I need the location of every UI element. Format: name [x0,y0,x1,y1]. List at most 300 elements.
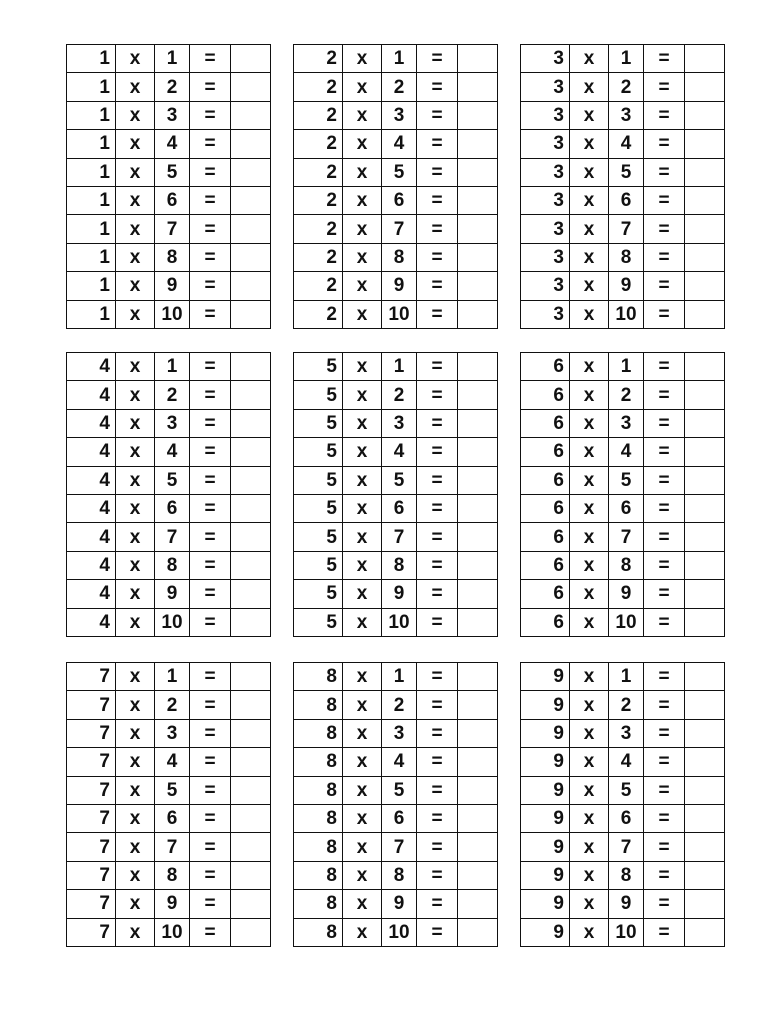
factor-cell: 7 [67,691,116,719]
answer-cell[interactable] [685,353,725,381]
equals-sign: = [644,804,685,832]
factor-cell: 9 [521,748,570,776]
times-sign: x [570,438,609,466]
table-row [294,523,498,551]
times-sign: x [570,409,609,437]
factor-cell: 4 [67,409,116,437]
equals-sign: = [417,158,458,186]
answer-cell[interactable] [231,73,271,101]
answer-cell[interactable] [458,608,498,636]
equals-sign: = [190,494,231,522]
equals-sign: = [190,523,231,551]
answer-cell[interactable] [231,186,271,214]
equals-sign: = [190,381,231,409]
answer-cell[interactable] [231,608,271,636]
equals-sign: = [190,580,231,608]
answer-cell[interactable] [685,101,725,129]
equals-sign: = [190,833,231,861]
factor-cell: 8 [294,663,343,691]
times-sign: x [116,353,155,381]
times-sign: x [343,158,382,186]
table-row [67,215,271,243]
multiplier-cell: 3 [155,719,190,747]
answer-cell[interactable] [458,353,498,381]
table-row [521,130,725,158]
answer-cell[interactable] [458,130,498,158]
table-row [67,438,271,466]
multiplier-cell: 8 [382,551,417,579]
equals-sign: = [417,353,458,381]
table-row [67,719,271,747]
factor-cell: 7 [67,833,116,861]
times-sign: x [116,748,155,776]
answer-cell[interactable] [458,466,498,494]
answer-cell[interactable] [685,861,725,889]
multiplier-cell: 4 [155,438,190,466]
answer-cell[interactable] [458,663,498,691]
answer-cell[interactable] [685,804,725,832]
multiplier-cell: 1 [609,663,644,691]
multiplier-cell: 1 [155,45,190,73]
answer-cell[interactable] [458,861,498,889]
multiplier-cell: 7 [155,523,190,551]
table-row [294,861,498,889]
multiplier-cell: 6 [609,494,644,522]
answer-cell[interactable] [231,243,271,271]
equals-sign: = [190,608,231,636]
factor-cell: 7 [67,719,116,747]
table-row [294,748,498,776]
table-row [294,608,498,636]
table-row [294,438,498,466]
table-row [521,748,725,776]
answer-cell[interactable] [458,748,498,776]
answer-cell[interactable] [685,719,725,747]
multiplier-cell: 7 [609,833,644,861]
equals-sign: = [644,523,685,551]
multiplier-cell: 4 [155,748,190,776]
factor-cell: 6 [521,608,570,636]
multiplier-cell: 9 [382,890,417,918]
answer-cell[interactable] [458,438,498,466]
table-row [521,381,725,409]
table-row [67,608,271,636]
table-row [67,466,271,494]
answer-cell[interactable] [685,691,725,719]
times-table-6 [520,352,725,637]
answer-cell[interactable] [231,748,271,776]
equals-sign: = [417,215,458,243]
equals-sign: = [417,719,458,747]
times-sign: x [343,272,382,300]
answer-cell[interactable] [685,130,725,158]
answer-cell[interactable] [231,890,271,918]
times-table-2 [293,44,498,329]
multiplier-cell: 5 [609,776,644,804]
answer-cell[interactable] [685,300,725,328]
answer-cell[interactable] [231,918,271,946]
answer-cell[interactable] [685,186,725,214]
equals-sign: = [417,272,458,300]
answer-cell[interactable] [458,523,498,551]
factor-cell: 4 [67,608,116,636]
answer-cell[interactable] [685,776,725,804]
equals-sign: = [644,551,685,579]
times-sign: x [343,130,382,158]
table-row [294,776,498,804]
answer-cell[interactable] [458,551,498,579]
factor-cell: 3 [521,300,570,328]
table-row [521,243,725,271]
factor-cell: 4 [67,523,116,551]
times-sign: x [570,890,609,918]
factor-cell: 8 [294,748,343,776]
multiplier-cell: 1 [382,45,417,73]
times-sign: x [570,523,609,551]
answer-cell[interactable] [685,243,725,271]
answer-cell[interactable] [231,804,271,832]
table-row [521,272,725,300]
answer-cell[interactable] [231,158,271,186]
multiplier-cell: 2 [155,73,190,101]
answer-cell[interactable] [458,580,498,608]
multiplier-cell: 2 [609,73,644,101]
answer-cell[interactable] [458,215,498,243]
answer-cell[interactable] [458,409,498,437]
multiplier-cell: 10 [609,918,644,946]
multiplier-cell: 8 [155,551,190,579]
factor-cell: 5 [294,438,343,466]
times-sign: x [116,776,155,804]
multiplier-cell: 2 [382,73,417,101]
answer-cell[interactable] [231,272,271,300]
factor-cell: 3 [521,158,570,186]
answer-cell[interactable] [231,833,271,861]
factor-cell: 6 [521,438,570,466]
table-row [67,272,271,300]
answer-cell[interactable] [685,45,725,73]
table-row [521,580,725,608]
table-row [67,130,271,158]
answer-cell[interactable] [231,409,271,437]
times-sign: x [116,494,155,522]
answer-cell[interactable] [458,272,498,300]
answer-cell[interactable] [231,45,271,73]
answer-cell[interactable] [231,663,271,691]
table-row [67,243,271,271]
table-row [294,381,498,409]
answer-cell[interactable] [685,918,725,946]
multiplier-cell: 10 [382,918,417,946]
factor-cell: 1 [67,243,116,271]
multiplier-cell: 4 [609,748,644,776]
multiplier-cell: 2 [155,691,190,719]
factor-cell: 3 [521,272,570,300]
equals-sign: = [417,580,458,608]
answer-cell[interactable] [685,890,725,918]
answer-cell[interactable] [458,300,498,328]
table-row [521,719,725,747]
answer-cell[interactable] [231,551,271,579]
times-table-9 [520,662,725,947]
answer-cell[interactable] [231,101,271,129]
times-sign: x [116,804,155,832]
factor-cell: 8 [294,918,343,946]
factor-cell: 1 [67,272,116,300]
factor-cell: 5 [294,466,343,494]
factor-cell: 2 [294,186,343,214]
factor-cell: 4 [67,438,116,466]
equals-sign: = [644,300,685,328]
answer-cell[interactable] [231,719,271,747]
table-row [521,833,725,861]
factor-cell: 2 [294,272,343,300]
factor-cell: 2 [294,73,343,101]
multiplier-cell: 1 [155,353,190,381]
equals-sign: = [190,353,231,381]
equals-sign: = [417,748,458,776]
answer-cell[interactable] [685,663,725,691]
answer-cell[interactable] [685,833,725,861]
multiplier-cell: 6 [155,804,190,832]
answer-cell[interactable] [458,890,498,918]
answer-cell[interactable] [458,45,498,73]
equals-sign: = [417,833,458,861]
answer-cell[interactable] [685,409,725,437]
answer-cell[interactable] [231,494,271,522]
answer-cell[interactable] [685,272,725,300]
times-sign: x [343,663,382,691]
answer-cell[interactable] [458,719,498,747]
equals-sign: = [644,186,685,214]
table-row [294,272,498,300]
answer-cell[interactable] [231,215,271,243]
factor-cell: 7 [67,804,116,832]
answer-cell[interactable] [231,130,271,158]
table-row [67,73,271,101]
table-row [294,719,498,747]
times-sign: x [343,776,382,804]
equals-sign: = [644,691,685,719]
equals-sign: = [644,748,685,776]
multiplier-cell: 8 [382,861,417,889]
times-table-8 [293,662,498,947]
factor-cell: 6 [521,466,570,494]
answer-cell[interactable] [231,523,271,551]
answer-cell[interactable] [458,101,498,129]
table-row [67,101,271,129]
times-sign: x [343,381,382,409]
answer-cell[interactable] [685,494,725,522]
times-sign: x [116,719,155,747]
equals-sign: = [417,918,458,946]
times-sign: x [116,130,155,158]
factor-cell: 3 [521,215,570,243]
factor-cell: 1 [67,130,116,158]
answer-cell[interactable] [685,158,725,186]
times-sign: x [116,272,155,300]
answer-cell[interactable] [231,300,271,328]
factor-cell: 4 [67,494,116,522]
multiplier-cell: 10 [155,300,190,328]
multiplier-cell: 6 [382,186,417,214]
multiplier-cell: 3 [155,409,190,437]
table-row [294,663,498,691]
times-sign: x [570,494,609,522]
multiplier-cell: 6 [155,186,190,214]
equals-sign: = [190,861,231,889]
times-sign: x [343,804,382,832]
answer-cell[interactable] [231,861,271,889]
factor-cell: 1 [67,73,116,101]
times-sign: x [343,580,382,608]
times-sign: x [570,776,609,804]
answer-cell[interactable] [685,523,725,551]
answer-cell[interactable] [231,691,271,719]
answer-cell[interactable] [685,438,725,466]
table-row [294,101,498,129]
table-row [294,73,498,101]
times-table-1 [66,44,271,329]
multiplier-cell: 9 [609,890,644,918]
times-sign: x [570,719,609,747]
table-row [67,409,271,437]
answer-cell[interactable] [458,73,498,101]
answer-cell[interactable] [685,608,725,636]
times-sign: x [570,551,609,579]
multiplier-cell: 7 [382,215,417,243]
multiplier-cell: 9 [382,272,417,300]
times-sign: x [570,101,609,129]
times-sign: x [116,101,155,129]
answer-cell[interactable] [685,580,725,608]
multiplier-cell: 1 [382,353,417,381]
times-sign: x [343,353,382,381]
answer-cell[interactable] [231,466,271,494]
factor-cell: 5 [294,353,343,381]
multiplier-cell: 6 [609,186,644,214]
times-sign: x [570,130,609,158]
equals-sign: = [644,272,685,300]
equals-sign: = [644,494,685,522]
equals-sign: = [417,551,458,579]
table-row [294,215,498,243]
multiplier-cell: 6 [382,494,417,522]
answer-cell[interactable] [458,776,498,804]
times-sign: x [116,833,155,861]
multiplier-cell: 1 [609,45,644,73]
times-sign: x [570,243,609,271]
times-sign: x [570,272,609,300]
factor-cell: 9 [521,833,570,861]
table-row [521,551,725,579]
table-row [521,861,725,889]
factor-cell: 9 [521,890,570,918]
table-row [67,45,271,73]
equals-sign: = [644,158,685,186]
table-row [521,776,725,804]
table-row [521,494,725,522]
factor-cell: 8 [294,776,343,804]
table-row [67,381,271,409]
equals-sign: = [417,45,458,73]
table-row [294,45,498,73]
equals-sign: = [417,381,458,409]
answer-cell[interactable] [231,381,271,409]
answer-cell[interactable] [685,748,725,776]
times-sign: x [116,608,155,636]
multiplier-cell: 5 [155,776,190,804]
equals-sign: = [644,580,685,608]
multiplier-cell: 9 [155,890,190,918]
equals-sign: = [644,45,685,73]
equals-sign: = [644,890,685,918]
answer-cell[interactable] [685,381,725,409]
times-sign: x [116,73,155,101]
answer-cell[interactable] [458,158,498,186]
multiplier-cell: 6 [609,804,644,832]
times-sign: x [570,691,609,719]
equals-sign: = [417,438,458,466]
answer-cell[interactable] [685,466,725,494]
table-row [67,300,271,328]
factor-cell: 8 [294,804,343,832]
factor-cell: 4 [67,580,116,608]
multiplier-cell: 5 [382,466,417,494]
multiplier-cell: 10 [382,300,417,328]
multiplier-cell: 10 [155,608,190,636]
multiplier-cell: 7 [155,215,190,243]
times-sign: x [343,523,382,551]
answer-cell[interactable] [458,243,498,271]
equals-sign: = [417,890,458,918]
factor-cell: 9 [521,719,570,747]
equals-sign: = [190,272,231,300]
answer-cell[interactable] [685,73,725,101]
answer-cell[interactable] [458,186,498,214]
table-row [67,186,271,214]
table-row [521,300,725,328]
answer-cell[interactable] [458,691,498,719]
answer-cell[interactable] [458,804,498,832]
equals-sign: = [644,243,685,271]
answer-cell[interactable] [458,494,498,522]
multiplier-cell: 10 [155,918,190,946]
answer-cell[interactable] [231,580,271,608]
multiplier-cell: 2 [382,381,417,409]
answer-cell[interactable] [231,776,271,804]
equals-sign: = [644,833,685,861]
answer-cell[interactable] [231,353,271,381]
factor-cell: 6 [521,494,570,522]
answer-cell[interactable] [458,833,498,861]
times-sign: x [343,691,382,719]
factor-cell: 5 [294,494,343,522]
times-sign: x [343,861,382,889]
answer-cell[interactable] [458,918,498,946]
answer-cell[interactable] [458,381,498,409]
answer-cell[interactable] [231,438,271,466]
equals-sign: = [190,409,231,437]
answer-cell[interactable] [685,551,725,579]
times-sign: x [116,158,155,186]
times-sign: x [570,833,609,861]
times-sign: x [570,215,609,243]
answer-cell[interactable] [685,215,725,243]
equals-sign: = [417,494,458,522]
equals-sign: = [417,608,458,636]
equals-sign: = [417,73,458,101]
